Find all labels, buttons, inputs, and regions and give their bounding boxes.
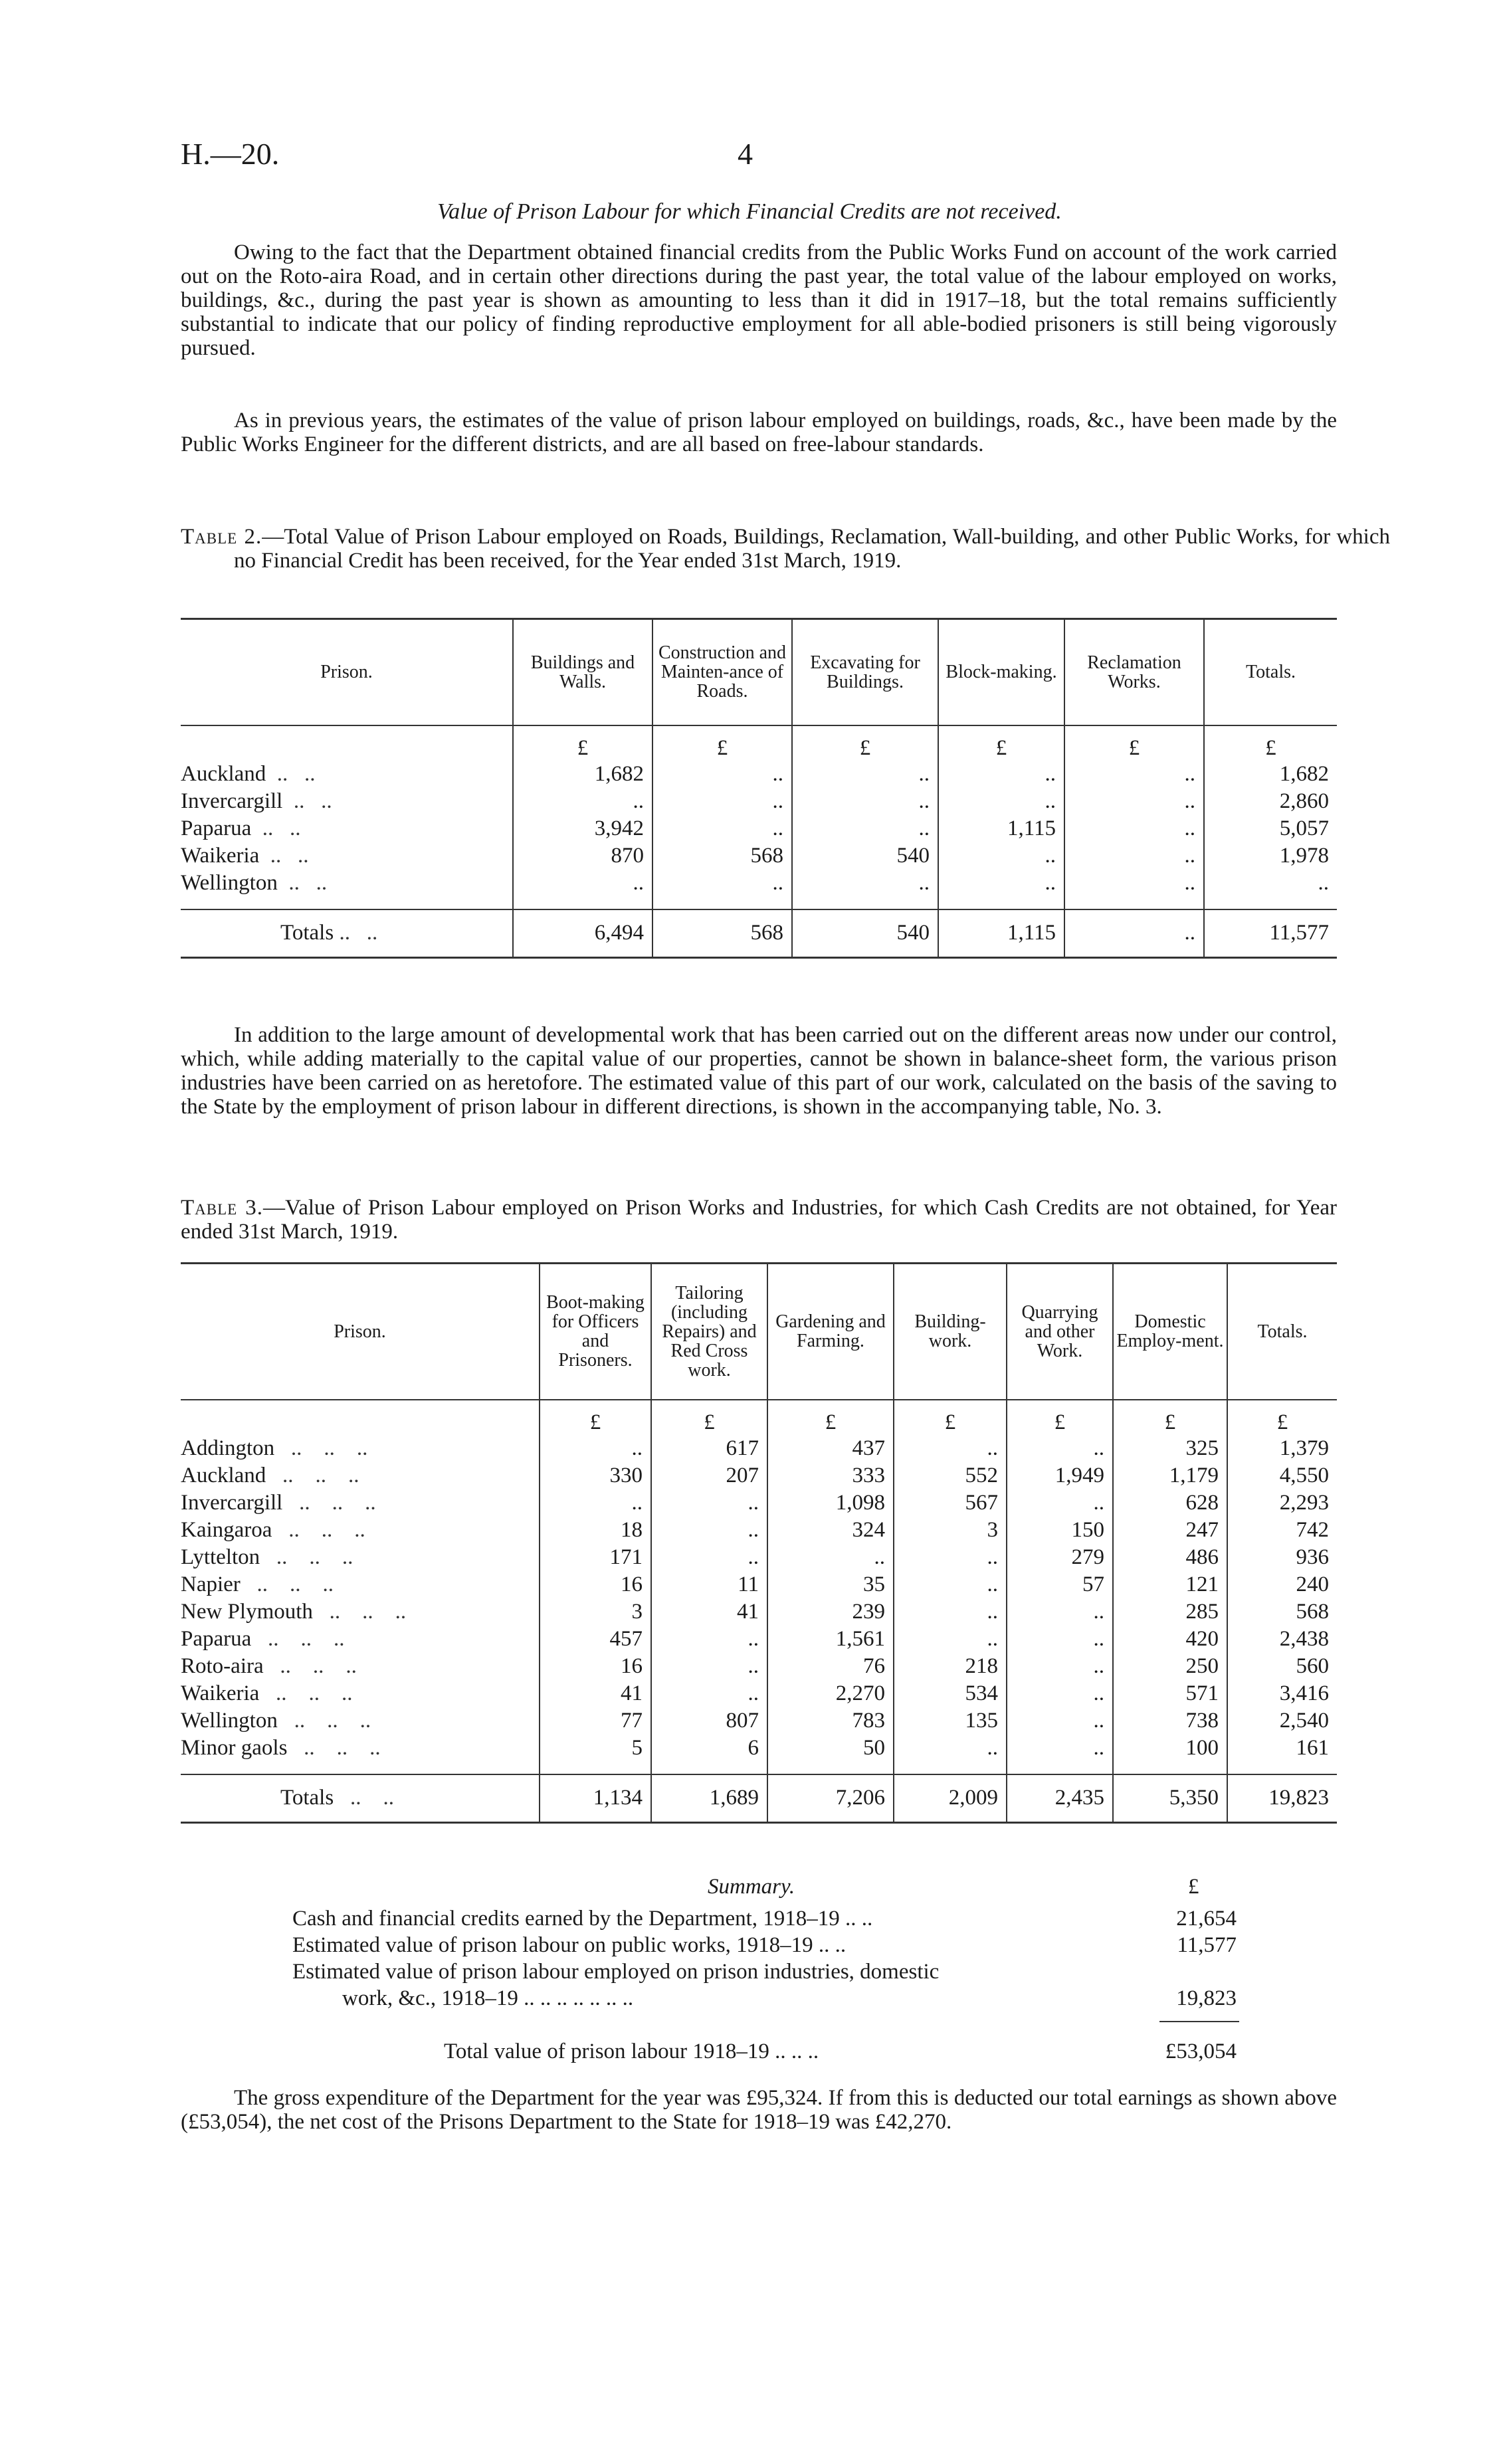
table-cell: 1,682 [513,761,652,788]
table-cell: 207 [651,1462,767,1489]
table-cell: .. [792,870,938,897]
table-cell: .. [938,788,1064,815]
table-cell: .. [1007,1680,1113,1707]
table-cell: 1,689 [651,1774,767,1823]
table-cell: 11 [651,1571,767,1598]
table-cell: .. [540,1489,651,1517]
table-cell: 560 [1227,1653,1337,1680]
table2-unit: £ [1064,725,1204,761]
summary-title: Summary. [708,1875,795,1899]
table-cell: .. [652,761,792,788]
table-cell: 19,823 [1227,1774,1337,1823]
table3-caption [181,1196,1337,1244]
table3-unit: £ [540,1400,651,1435]
table3-prison-name: Addington .. .. .. [181,1436,368,1460]
table2-header-roads: Construction and Mainten-ance of Roads. [652,619,792,725]
table-cell: 2,860 [1204,788,1337,815]
table-cell: .. [1007,1735,1113,1762]
table-cell: .. [513,870,652,897]
table-cell: .. [1007,1435,1113,1462]
table-row [181,1735,1337,1762]
table3-prison-name: Waikeria .. .. .. [181,1681,353,1705]
table-cell: 41 [540,1680,651,1707]
table-cell: 240 [1227,1571,1337,1598]
table-cell: 936 [1227,1544,1337,1571]
table-cell: 540 [792,909,938,958]
table-cell: 3 [894,1517,1007,1544]
table-row [181,1653,1337,1680]
table-cell: .. [792,815,938,842]
table-cell: 568 [1227,1598,1337,1626]
table3-unit-blank [181,1400,540,1435]
table-cell: 5 [540,1735,651,1762]
table-row [181,1707,1337,1735]
table2-caption [181,525,1390,573]
table2-prison-name: Waikeria .. .. [181,843,309,868]
table-cell: 617 [651,1435,767,1462]
table-cell: .. [1007,1653,1113,1680]
table2-unit: £ [938,725,1064,761]
table3-prison-name: New Plymouth .. .. .. [181,1599,407,1624]
table3-unit: £ [1007,1400,1113,1435]
table3-header-quarrying: Quarrying and other Work. [1007,1264,1113,1400]
table-cell: .. [938,761,1064,788]
table-cell: 742 [1227,1517,1337,1544]
table-cell: .. [938,842,1064,870]
table-cell: 57 [1007,1571,1113,1598]
table-cell: 77 [540,1707,651,1735]
table3-header-totals: Totals. [1227,1264,1337,1400]
table-cell: 135 [894,1707,1007,1735]
table-row [181,1435,1337,1462]
table2-unit: £ [792,725,938,761]
table-cell: 161 [1227,1735,1337,1762]
summary-row-label: work, &c., 1918–19 .. .. .. .. .. .. .. [342,1986,634,2010]
table3-header-building-work: Building-work. [894,1264,1007,1400]
table-cell: 250 [1113,1653,1227,1680]
table3 [181,1262,1337,1824]
table3-prison-name: Kaingaroa .. .. .. [181,1517,365,1542]
table-cell: 1,978 [1204,842,1337,870]
table-cell: 16 [540,1571,651,1598]
table-cell: .. [894,1735,1007,1762]
table-cell: .. [651,1626,767,1653]
table-cell: 1,098 [767,1489,894,1517]
table-cell: 218 [894,1653,1007,1680]
table-row [181,1517,1337,1544]
table-cell: 11,577 [1204,909,1337,958]
table-cell: 325 [1113,1435,1227,1462]
table-cell: 568 [652,909,792,958]
table-cell: 5,057 [1204,815,1337,842]
table-cell: .. [894,1571,1007,1598]
table-cell: 100 [1113,1735,1227,1762]
table-cell: 2,438 [1227,1626,1337,1653]
table2-unit-blank [181,725,513,761]
paragraph-4: The gross expenditure of the Department for the year was £95,324. If from this is deducted our total earnings as shown above (£53,054), the net cost of the Prisons Department to the State for 1918–19 was £42,270. [181,2086,1337,2134]
table-row [181,1680,1337,1707]
table2-totals-row [181,909,1337,958]
table-cell: 1,115 [938,909,1064,958]
table-cell: 1,561 [767,1626,894,1653]
table-cell: 150 [1007,1517,1113,1544]
table3-caption-text: —Value of Prison Labour employed on Prison Works and Industries, for which Cash Credits are not obtained, for Year ended 31st March, 1919. [181,1196,1337,1244]
table2-header-excavating: Excavating for Buildings. [792,619,938,725]
table2-caption-text: —Total Value of Prison Labour employed on Roads, Buildings, Reclamation, Wall-building, and other Public Works, for which no Financial Credit has been received, for the Year ended 31st March, 1919. [234,525,1390,573]
table-cell: 783 [767,1707,894,1735]
table-cell: 1,134 [540,1774,651,1823]
table-cell: 324 [767,1517,894,1544]
table-cell: 18 [540,1517,651,1544]
table2-prison-name: Auckland .. .. [181,761,316,786]
table-cell: 807 [651,1707,767,1735]
table-cell: 571 [1113,1680,1227,1707]
table-cell: 1,682 [1204,761,1337,788]
paragraph-1: Owing to the fact that the Department obtained financial credits from the Public Works Fund on account of the work carried out on the Roto-aira Road, and in certain other directions during the past year, the total value of the labour employed on works, buildings, &c., during the past year is shown as amounting to less than it did in 1917–18, but the total remains sufficiently substantial to indicate that our policy of finding reproductive employment for all able-bodied prisoners is still being vigorously pursued. [181,240,1337,360]
table3-unit: £ [1113,1400,1227,1435]
table-cell: 2,540 [1227,1707,1337,1735]
table-cell: 486 [1113,1544,1227,1571]
table-cell: 534 [894,1680,1007,1707]
summary-total-label: Total value of prison labour 1918–19 .. .. .. [444,2039,819,2063]
summary-divider [1159,2021,1239,2022]
table3-prison-name: Wellington .. .. .. [181,1708,371,1733]
table3-header-prison: Prison. [181,1264,540,1400]
table-cell: 16 [540,1653,651,1680]
table-cell: .. [1204,870,1337,897]
table-cell: .. [1007,1707,1113,1735]
table-cell: .. [652,815,792,842]
table-cell: 1,379 [1227,1435,1337,1462]
table-cell: 285 [1113,1598,1227,1626]
table2-unit: £ [1204,725,1337,761]
table-cell: 2,009 [894,1774,1007,1823]
table-cell: 121 [1113,1571,1227,1598]
table-cell: 552 [894,1462,1007,1489]
table-cell: .. [1064,909,1204,958]
table-row [181,1489,1337,1517]
table-cell: .. [894,1626,1007,1653]
table-cell: 628 [1113,1489,1227,1517]
table3-totals-label: Totals .. .. [181,1774,540,1823]
summary-row-value: 11,577 [1177,1933,1237,1957]
table3-totals-row [181,1774,1337,1823]
table-cell: 1,115 [938,815,1064,842]
table-row [181,870,1337,897]
table3-label: Table 3. [181,1196,264,1220]
table-cell: 568 [652,842,792,870]
table-cell: 3,416 [1227,1680,1337,1707]
summary-row-label: Estimated value of prison labour on public works, 1918–19 .. .. [292,1933,847,1957]
table2-header-totals: Totals. [1204,619,1337,725]
table2-header-prison: Prison. [181,619,513,725]
table2-prison-name: Wellington .. .. [181,870,328,895]
table2-header-buildings: Buildings and Walls. [513,619,652,725]
table-row [181,1462,1337,1489]
table2-unit: £ [513,725,652,761]
table-row [181,842,1337,870]
table3-unit: £ [1227,1400,1337,1435]
table-cell: 35 [767,1571,894,1598]
table3-prison-name: Lyttelton .. .. .. [181,1545,353,1569]
table-cell: .. [1064,788,1204,815]
table-row [181,1626,1337,1653]
table-cell: .. [894,1544,1007,1571]
table-cell: .. [1064,761,1204,788]
table2-header-reclamation: Reclamation Works. [1064,619,1204,725]
table-cell: 41 [651,1598,767,1626]
table3-unit: £ [651,1400,767,1435]
table-cell: 6 [651,1735,767,1762]
summary-row-label: Estimated value of prison labour employed on prison industries, domestic [292,1960,940,1984]
table-cell: .. [651,1544,767,1571]
table2-unit: £ [652,725,792,761]
table-cell: 7,206 [767,1774,894,1823]
report-code: H.—20. [181,137,280,171]
summary-row-label: Cash and financial credits earned by the Department, 1918–19 .. .. [292,1907,873,1931]
table-cell: .. [651,1517,767,1544]
summary-total-value: £53,054 [1165,2039,1237,2063]
table3-header-bootmaking: Boot-making for Officers and Prisoners. [540,1264,651,1400]
paragraph-2: As in previous years, the estimates of the value of prison labour employed on buildings, roads, &c., have been made by the Public Works Engineer for the different districts, and are all based on free-labour standards. [181,409,1337,456]
table-cell: 76 [767,1653,894,1680]
table-cell: 330 [540,1462,651,1489]
table2-prison-name: Paparua .. .. [181,816,301,840]
table2-label: Table 2. [181,525,262,549]
summary-unit: £ [1188,1875,1199,1899]
table2-totals-label: Totals .. .. [181,909,513,958]
table-cell: 540 [792,842,938,870]
table-cell: .. [792,761,938,788]
table3-prison-name: Auckland .. .. .. [181,1463,359,1487]
table-cell: 171 [540,1544,651,1571]
table-cell: 239 [767,1598,894,1626]
table-cell: 1,949 [1007,1462,1113,1489]
table-row [181,815,1337,842]
table3-prison-name: Minor gaols .. .. .. [181,1735,381,1760]
table-row [181,1598,1337,1626]
summary-row-value: 21,654 [1176,1907,1237,1931]
table-cell: 457 [540,1626,651,1653]
table-cell: .. [651,1680,767,1707]
table2-header-block-making: Block-making. [938,619,1064,725]
table-cell: .. [938,870,1064,897]
table-cell: .. [652,788,792,815]
paragraph-3: In addition to the large amount of developmental work that has been carried out on the different areas now under our control, which, while adding materially to the capital value of our properties, cannot be shown in balance-sheet form, the various prison industries have been carried on as heretofore. The estimated value of this part of our work, calculated on the basis of the saving to the State by the employment of prison labour in different directions, is shown in the accompanying table, No. 3. [181,1023,1337,1119]
table-cell: 738 [1113,1707,1227,1735]
table2 [181,618,1337,959]
table3-prison-name: Napier .. .. .. [181,1572,334,1596]
table-cell: .. [652,870,792,897]
table-cell: 3 [540,1598,651,1626]
table3-unit: £ [894,1400,1007,1435]
table-cell: .. [1064,842,1204,870]
table-cell: 1,179 [1113,1462,1227,1489]
table-cell: .. [651,1489,767,1517]
table-cell: .. [1064,815,1204,842]
table-row [181,788,1337,815]
table-cell: .. [767,1544,894,1571]
table3-header-tailoring: Tailoring (including Repairs) and Red Cross work. [651,1264,767,1400]
table-cell: .. [651,1653,767,1680]
table-cell: 2,270 [767,1680,894,1707]
table-cell: 279 [1007,1544,1113,1571]
table-cell: 5,350 [1113,1774,1227,1823]
table-cell: .. [792,788,938,815]
table2-prison-name: Invercargill .. .. [181,789,332,813]
table-cell: .. [1007,1598,1113,1626]
table-cell: 2,293 [1227,1489,1337,1517]
table-cell: 247 [1113,1517,1227,1544]
table3-unit: £ [767,1400,894,1435]
table3-header-domestic: Domestic Employ-ment. [1113,1264,1227,1400]
table3-prison-name: Roto-aira .. .. .. [181,1654,357,1678]
table-cell: 420 [1113,1626,1227,1653]
table-cell: 4,550 [1227,1462,1337,1489]
table-cell: .. [1007,1489,1113,1517]
table-row [181,761,1337,788]
section-title: Value of Prison Labour for which Financial Credits are not received. [437,199,1062,224]
table-cell: .. [1064,870,1204,897]
table-cell: .. [540,1435,651,1462]
page-number: 4 [738,137,753,171]
table-cell: 567 [894,1489,1007,1517]
table-cell: .. [513,788,652,815]
table-cell: .. [1007,1626,1113,1653]
table3-prison-name: Invercargill .. .. .. [181,1490,376,1515]
table-cell: 50 [767,1735,894,1762]
table3-prison-name: Paparua .. .. .. [181,1626,345,1651]
table3-header-gardening: Gardening and Farming. [767,1264,894,1400]
table-cell: 3,942 [513,815,652,842]
table-cell: 2,435 [1007,1774,1113,1823]
summary-row-value: 19,823 [1176,1986,1237,2010]
table-cell: 870 [513,842,652,870]
table-row [181,1544,1337,1571]
table-cell: .. [894,1598,1007,1626]
table-cell: 6,494 [513,909,652,958]
table-cell: 333 [767,1462,894,1489]
table-cell: 437 [767,1435,894,1462]
table-row [181,1571,1337,1598]
table-cell: .. [894,1435,1007,1462]
